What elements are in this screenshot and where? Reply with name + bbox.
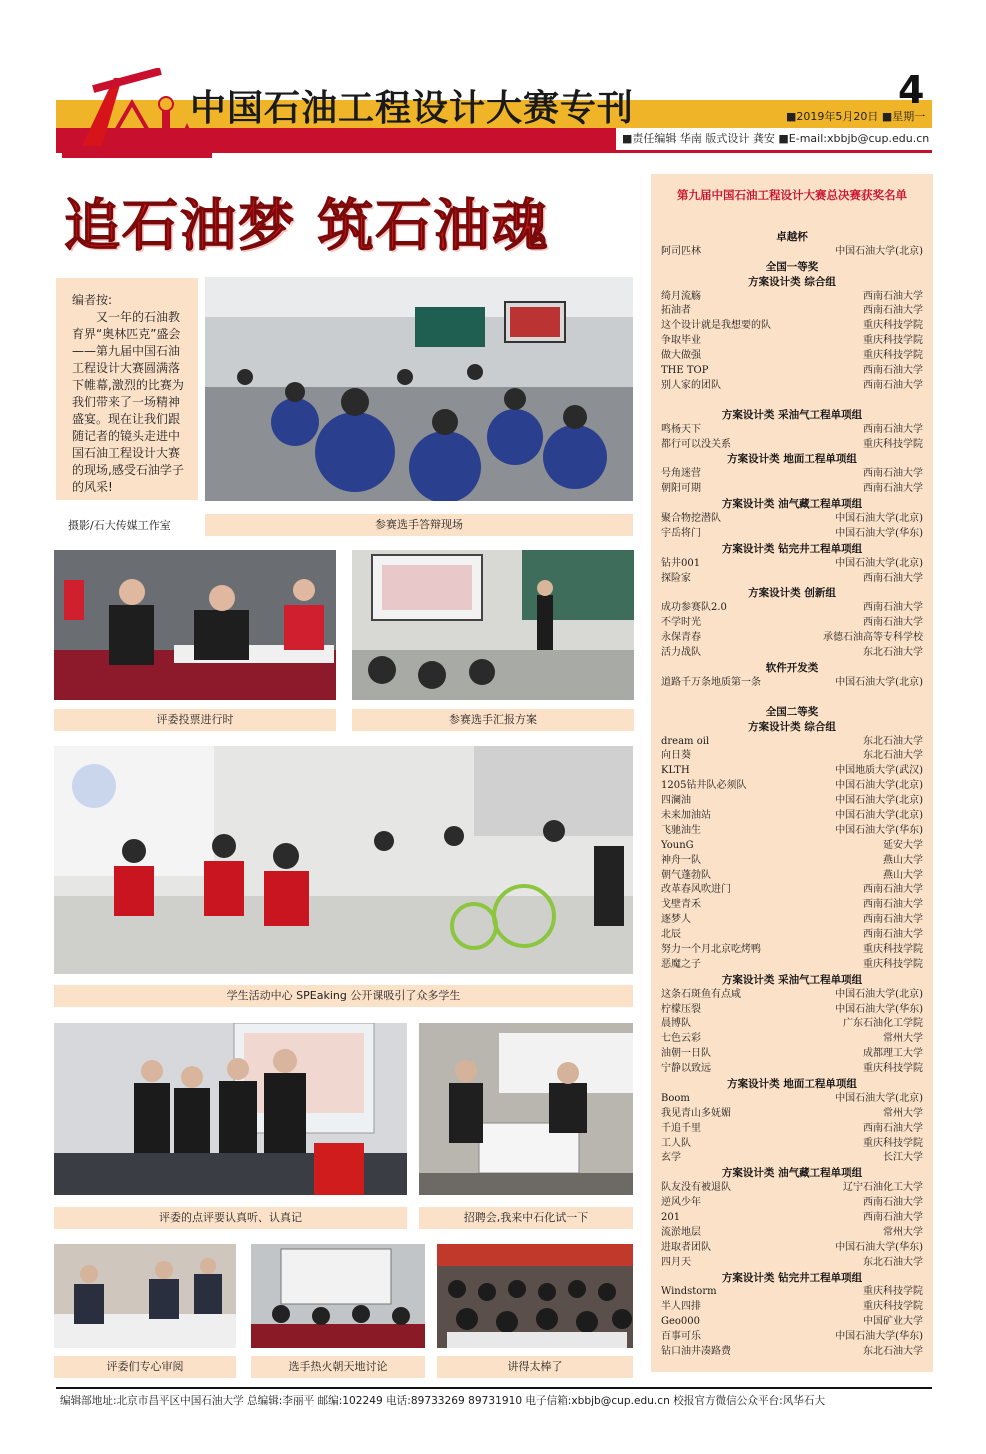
winner-row	[661, 646, 923, 661]
editor-note-label: 编者按:	[72, 293, 113, 307]
winner-row	[661, 1330, 923, 1345]
footer-rule	[56, 1387, 932, 1389]
school-name: 中国石油大学(北京)	[835, 1092, 923, 1104]
winner-row	[661, 1092, 923, 1107]
team-name: 拓油者	[661, 305, 691, 317]
team-name: THE TOP	[661, 365, 709, 377]
winner-row	[661, 1137, 923, 1152]
school-name: 西南石油大学	[863, 602, 923, 614]
section-gap	[661, 691, 923, 705]
award-heading: 方案设计类 油气藏工程单项组	[721, 498, 863, 511]
winner-row	[661, 423, 923, 438]
winner-row	[661, 1196, 923, 1211]
winner-row	[661, 764, 923, 779]
caption-lecture: 讲得太棒了	[437, 1356, 633, 1378]
school-name: 中国石油大学(北京)	[835, 809, 923, 821]
team-name: 绮月流觞	[661, 290, 701, 302]
team-name: 努力一个月北京吃烤鸭	[661, 943, 761, 955]
team-name: 七色云彩	[661, 1033, 701, 1045]
award-heading: 方案设计类 采油气工程单项组	[721, 408, 863, 421]
winner-row	[661, 1062, 923, 1077]
school-name: 中国石油大学(北京)	[835, 676, 923, 688]
team-name: 进取者团队	[661, 1241, 711, 1253]
team-name: 百事可乐	[661, 1331, 701, 1343]
school-name: 西南石油大学	[863, 468, 923, 480]
team-name: 这个设计就是我想要的队	[661, 320, 771, 332]
winner-row	[661, 304, 923, 319]
award-heading: 方案设计类 综合组	[748, 720, 836, 733]
award-heading: 方案设计类 钻完井工程单项组	[721, 542, 863, 555]
team-name: Windstorm	[661, 1286, 717, 1298]
winner-row	[661, 319, 923, 334]
section-gap	[661, 394, 923, 408]
winner-row	[661, 824, 923, 839]
team-name: 恶魔之子	[661, 958, 701, 970]
school-name: 燕山大学	[883, 869, 923, 881]
issue-date: ■2019年5月20日 ■星期一	[786, 110, 926, 123]
team-name: 晨博队	[661, 1018, 691, 1030]
editor-note-text: 又一年的石油教育界“奥林匹克”盛会——第九届中国石油工程设计大赛圆满落下帷幕,激烈的比赛为我们带来了一场精神盛宴。现在让我们跟随记者的镜头走进中国石油工程设计大赛的现场,感受石油学子的风采!	[72, 310, 184, 494]
team-name: 这条石斑鱼有点咸	[661, 988, 741, 1000]
winner-row	[661, 349, 923, 364]
school-name: 中国石油大学(华东)	[835, 1331, 923, 1343]
school-name: 西南石油大学	[863, 914, 923, 926]
team-name: 宇岳将门	[661, 527, 701, 539]
team-name: 半人四排	[661, 1301, 701, 1313]
winner-row	[661, 794, 923, 809]
award-heading: 方案设计类 地面工程单项组	[727, 1077, 857, 1090]
caption-reviewing: 评委们专心审阅	[54, 1356, 236, 1378]
winner-row	[661, 735, 923, 750]
caption-discussion: 选手热火朝天地讨论	[251, 1356, 425, 1378]
winner-row	[661, 958, 923, 973]
team-name: 千追千里	[661, 1122, 701, 1134]
team-name: 向日葵	[661, 750, 691, 762]
photo-lecture	[437, 1244, 633, 1348]
team-name: dream oil	[661, 735, 710, 747]
winner-row	[661, 1256, 923, 1271]
school-name: 重庆科技学院	[863, 438, 923, 450]
team-name: 号角迷营	[661, 468, 701, 480]
school-name: 西南石油大学	[863, 483, 923, 495]
team-name: Geo000	[661, 1316, 701, 1328]
photo-discussion	[251, 1244, 425, 1348]
team-name: KLTH	[661, 765, 690, 777]
award-heading: 方案设计类 地面工程单项组	[727, 453, 857, 466]
team-name: 柠檬压裂	[661, 1003, 701, 1015]
team-name: 四澜油	[661, 795, 691, 807]
award-heading: 卓越杯	[776, 231, 808, 243]
winner-row	[661, 1122, 923, 1137]
editor-info: ■责任编辑 华南 版式设计 龚安 ■E-mail:xbbjb@cup.edu.cn	[622, 132, 930, 145]
winner-row	[661, 913, 923, 928]
school-name: 西南石油大学	[863, 379, 923, 391]
winners-title: 第九届中国石油工程设计大赛总决赛获奖名单	[677, 188, 907, 202]
winner-row	[661, 1241, 923, 1256]
school-name: 重庆科技学院	[863, 1137, 923, 1149]
editor-note	[56, 278, 198, 500]
caption-speaking: 学生活动中心 SPEaking 公开课吸引了众多学生	[54, 985, 633, 1007]
winner-row	[661, 1003, 923, 1018]
team-name: 都行可以没关系	[661, 438, 731, 450]
winner-row	[661, 988, 923, 1003]
winner-row	[661, 1226, 923, 1241]
winner-row	[661, 809, 923, 824]
caption-judges-comment: 评委的点评要认真听、认真记	[54, 1207, 407, 1229]
winner-row	[661, 616, 923, 631]
school-name: 重庆科技学院	[863, 350, 923, 362]
photo-job-fair	[419, 1023, 633, 1195]
team-name: 未来加油站	[661, 809, 711, 821]
award-heading: 方案设计类 油气藏工程单项组	[721, 1167, 863, 1180]
photo-voting	[54, 550, 336, 700]
winner-row	[661, 467, 923, 482]
photo-speaking	[54, 746, 633, 974]
school-name: 常州大学	[883, 1033, 923, 1045]
school-name: 西南石油大学	[863, 423, 923, 435]
team-name: 飞驰油生	[661, 824, 701, 836]
school-name: 广东石油化工学院	[843, 1018, 923, 1030]
team-name: 探险家	[661, 572, 691, 584]
team-name: 逐梦人	[661, 914, 691, 926]
school-name: 燕山大学	[883, 854, 923, 866]
winner-row	[661, 1032, 923, 1047]
school-name: 中国石油大学(华东)	[835, 1241, 923, 1253]
photo-reviewing	[54, 1244, 236, 1348]
team-name: 北辰	[661, 929, 681, 941]
team-name: 队友没有被退队	[661, 1182, 731, 1194]
caption-job-fair: 招聘会,我来中石化试一下	[419, 1207, 633, 1229]
team-name: 钻口油井凑路费	[661, 1346, 731, 1358]
school-name: 中国石油大学(北京)	[835, 988, 923, 1000]
team-name: YounG	[661, 839, 694, 851]
winner-row	[661, 883, 923, 898]
school-name: 中国石油大学(北京)	[835, 780, 923, 792]
school-name: 重庆科技学院	[863, 320, 923, 332]
winners-list	[661, 230, 923, 1360]
caption-voting: 评委投票进行时	[54, 709, 336, 731]
team-name: 聚合物挖潜队	[661, 513, 721, 525]
school-name: 成都理工大学	[863, 1048, 923, 1060]
winner-row	[661, 601, 923, 616]
team-name: 神舟一队	[661, 854, 701, 866]
school-name: 西南石油大学	[863, 929, 923, 941]
winner-row	[661, 1315, 923, 1330]
team-name: 四月天	[661, 1256, 691, 1268]
winner-row	[661, 1181, 923, 1196]
school-name: 常州大学	[883, 1226, 923, 1238]
photo-defense	[205, 277, 633, 501]
team-name: 阿司匹林	[661, 245, 701, 257]
award-heading: 全国二等奖	[765, 705, 819, 718]
award-heading: 方案设计类 综合组	[748, 275, 836, 288]
team-name: 不学时光	[661, 617, 701, 629]
winner-row	[661, 1211, 923, 1226]
school-name: 延安大学	[883, 839, 923, 851]
school-name: 重庆科技学院	[863, 335, 923, 347]
school-name: 重庆科技学院	[863, 943, 923, 955]
team-name: 流淤地层	[661, 1226, 701, 1238]
team-name: 油朝一日队	[661, 1048, 711, 1060]
winner-row	[661, 928, 923, 943]
winner-row	[661, 512, 923, 527]
team-name: 永保青春	[661, 632, 701, 644]
school-name: 西南石油大学	[863, 290, 923, 302]
school-name: 重庆科技学院	[863, 1301, 923, 1313]
school-name: 中国石油大学(华东)	[835, 527, 923, 539]
winner-row	[661, 1345, 923, 1360]
winner-row	[661, 1017, 923, 1032]
team-name: 朝气蓬勃队	[661, 869, 711, 881]
school-name: 西南石油大学	[863, 572, 923, 584]
winner-row	[661, 676, 923, 691]
team-name: 道路千万条地质第一条	[661, 676, 761, 688]
winner-row	[661, 1300, 923, 1315]
school-name: 东北石油大学	[863, 735, 923, 747]
school-name: 长江大学	[883, 1152, 923, 1164]
school-name: 重庆科技学院	[863, 1286, 923, 1298]
team-name: 改革春风吹进门	[661, 884, 731, 896]
page-number: 4	[898, 68, 925, 112]
winner-row	[661, 1151, 923, 1166]
school-name: 中国石油大学(华东)	[835, 1003, 923, 1015]
school-name: 东北石油大学	[863, 750, 923, 762]
team-name: 我见青山多妩媚	[661, 1107, 731, 1119]
winner-row	[661, 245, 923, 260]
winner-row	[661, 1285, 923, 1300]
team-name: 工人队	[661, 1137, 691, 1149]
school-name: 西南石油大学	[863, 617, 923, 629]
photo-credit: 摄影/石大传媒工作室	[68, 519, 171, 532]
school-name: 中国石油大学(华东)	[835, 824, 923, 836]
school-name: 西南石油大学	[863, 1212, 923, 1223]
photo-judges-comment	[54, 1023, 407, 1195]
team-name: 争取毕业	[661, 335, 701, 347]
school-name: 中国石油大学(北京)	[835, 557, 923, 569]
school-name: 重庆科技学院	[863, 1063, 923, 1075]
winner-row	[661, 943, 923, 958]
award-heading: 软件开发类	[765, 661, 819, 674]
winner-row	[661, 557, 923, 572]
team-name: 1205钻井队必须队	[661, 780, 747, 792]
winners-panel	[651, 174, 933, 1372]
award-heading: 方案设计类 钻完井工程单项组	[721, 1271, 863, 1284]
award-heading: 全国一等奖	[765, 260, 819, 273]
winner-row	[661, 779, 923, 794]
school-name: 西南石油大学	[863, 1122, 923, 1134]
school-name: 西南石油大学	[863, 1197, 923, 1209]
school-name: 西南石油大学	[863, 884, 923, 896]
school-name: 东北石油大学	[863, 647, 923, 659]
school-name: 中国矿业大学	[863, 1316, 923, 1328]
school-name: 东北石油大学	[863, 1346, 923, 1358]
school-name: 中国石油大学(北京)	[835, 513, 923, 525]
team-name: 玄学	[661, 1152, 681, 1164]
winner-row	[661, 334, 923, 349]
winner-row	[661, 438, 923, 453]
winner-row	[661, 1107, 923, 1122]
team-name: Boom	[661, 1092, 690, 1104]
team-name: 活力战队	[661, 647, 701, 659]
school-name: 中国石油大学(北京)	[835, 795, 923, 807]
team-name: 做大做强	[661, 350, 701, 362]
winner-row	[661, 749, 923, 764]
school-name: 常州大学	[883, 1107, 923, 1119]
winner-row	[661, 839, 923, 854]
winner-row	[661, 527, 923, 542]
winner-row	[661, 379, 923, 394]
photo-reporting	[352, 550, 634, 700]
team-name: 逆风少年	[661, 1197, 701, 1209]
school-name: 重庆科技学院	[863, 958, 923, 970]
team-name: 戈壁青禾	[661, 899, 701, 911]
award-heading: 方案设计类 创新组	[748, 587, 836, 600]
team-name: 鸣杨天下	[661, 423, 701, 435]
school-name: 承德石油高等专科学校	[823, 632, 923, 644]
winner-row	[661, 869, 923, 884]
caption-reporting: 参赛选手汇报方案	[352, 709, 634, 731]
school-name: 中国石油大学(北京)	[835, 245, 923, 257]
team-name: 宁静以致远	[661, 1063, 711, 1075]
winner-row	[661, 572, 923, 587]
school-name: 辽宁石油化工大学	[843, 1182, 923, 1194]
footer-info: 编辑部地址:北京市昌平区中国石油大学 总编辑:李丽平 邮编:102249 电话:89733269 89731910 电子信箱:xbbjb@cup.edu.cn 校报官方微信公众平台:风华石大	[60, 1395, 826, 1407]
team-name: 201	[661, 1212, 681, 1223]
school-name: 中国地质大学(武汉)	[835, 765, 923, 777]
page-headline: 追石油梦 筑石油魂	[64, 193, 550, 259]
winner-row	[661, 290, 923, 305]
winner-row	[661, 482, 923, 497]
team-name: 朝阳可期	[661, 483, 701, 495]
winner-row	[661, 1047, 923, 1062]
school-name: 西南石油大学	[863, 899, 923, 911]
team-name: 成功参赛队2.0	[661, 602, 727, 614]
winner-row	[661, 898, 923, 913]
winner-row	[661, 364, 923, 379]
masthead-title: 中国石油工程设计大赛专刊	[190, 87, 635, 129]
school-name: 西南石油大学	[863, 305, 923, 317]
winner-row	[661, 631, 923, 646]
award-heading: 方案设计类 采油气工程单项组	[721, 973, 863, 986]
caption-defense: 参赛选手答辩现场	[205, 514, 633, 536]
team-name: 钻井001	[661, 557, 701, 569]
school-name: 西南石油大学	[863, 365, 923, 377]
school-name: 东北石油大学	[863, 1256, 923, 1268]
team-name: 别人家的团队	[661, 379, 721, 391]
winner-row	[661, 854, 923, 869]
